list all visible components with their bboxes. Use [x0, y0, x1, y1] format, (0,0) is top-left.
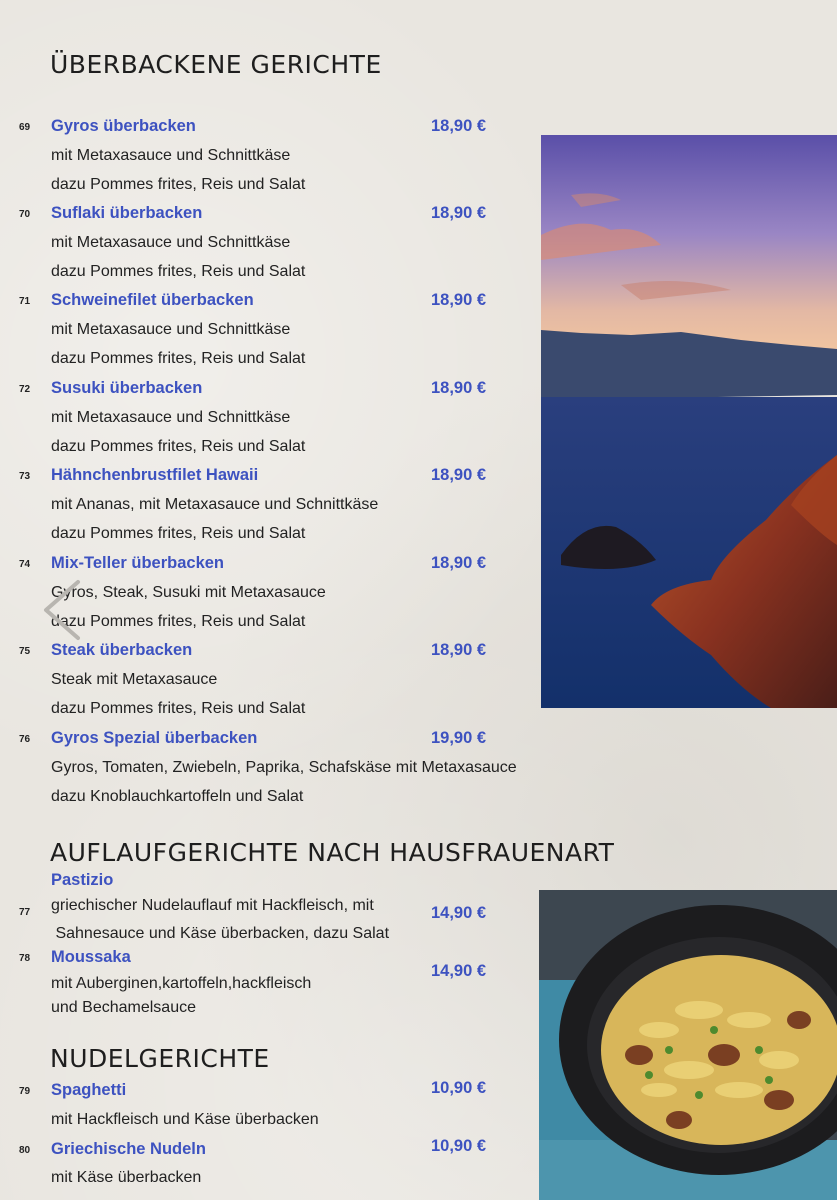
section-title-nudel: NUDELGERICHTE: [50, 1044, 270, 1073]
item-description: dazu Knoblauchkartoffeln und Salat: [51, 788, 304, 805]
item-price: 18,90 €: [431, 379, 487, 397]
item-price: 14,90 €: [431, 962, 487, 980]
item-price: 18,90 €: [431, 291, 487, 309]
item-description: dazu Pommes frites, Reis und Salat: [51, 263, 306, 280]
item-name: Spaghetti: [51, 1081, 127, 1099]
item-description: Steak mit Metaxasauce: [51, 671, 218, 688]
item-number: 74: [19, 559, 31, 570]
santorini-photo: [541, 135, 837, 708]
item-description: mit Metaxasauce und Schnittkäse: [51, 321, 291, 338]
item-description: dazu Pommes frites, Reis und Salat: [51, 176, 306, 193]
item-name: Moussaka: [51, 948, 131, 966]
item-description: dazu Pommes frites, Reis und Salat: [51, 525, 306, 542]
item-name: Griechische Nudeln: [51, 1140, 206, 1158]
item-number: 80: [19, 1145, 31, 1156]
item-name: Gyros überbacken: [51, 117, 196, 135]
item-name: Pastizio: [51, 871, 114, 889]
item-description: mit Auberginen,kartoffeln,hackfleisch: [51, 975, 312, 992]
item-description: Gyros, Tomaten, Zwiebeln, Paprika, Schafskäse mit Metaxasauce: [51, 759, 517, 776]
item-name: Gyros Spezial überbacken: [51, 729, 258, 747]
item-number: 70: [19, 209, 31, 220]
item-description: mit Käse überbacken: [51, 1169, 202, 1186]
item-number: 76: [19, 734, 31, 745]
item-number: 69: [19, 122, 31, 133]
item-price: 18,90 €: [431, 204, 487, 222]
item-description: mit Metaxasauce und Schnittkäse: [51, 147, 291, 164]
item-description: Gyros, Steak, Susuki mit Metaxasauce: [51, 584, 326, 601]
item-name: Susuki überbacken: [51, 379, 203, 397]
item-description: mit Metaxasauce und Schnittkäse: [51, 409, 291, 426]
item-name: Schweinefilet überbacken: [51, 291, 254, 309]
item-description: mit Ananas, mit Metaxasauce und Schnittkäse: [51, 496, 379, 513]
item-description: mit Hackfleisch und Käse überbacken: [51, 1111, 319, 1128]
item-description: dazu Pommes frites, Reis und Salat: [51, 350, 306, 367]
item-name: Mix-Teller überbacken: [51, 554, 225, 572]
item-number: 78: [19, 953, 31, 964]
item-price: 18,90 €: [431, 641, 487, 659]
item-name: Hähnchenbrustfilet Hawaii: [51, 466, 259, 484]
item-number: 72: [19, 384, 31, 395]
item-description: dazu Pommes frites, Reis und Salat: [51, 438, 306, 455]
item-name: Suflaki überbacken: [51, 204, 203, 222]
item-number: 79: [19, 1086, 31, 1097]
item-description: Sahnesauce und Käse überbacken, dazu Salat: [51, 925, 390, 942]
item-number: 75: [19, 646, 31, 657]
section-title-auflauf: AUFLAUFGERICHTE NACH HAUSFRAUENART: [50, 838, 615, 867]
item-description: dazu Pommes frites, Reis und Salat: [51, 700, 306, 717]
item-description: dazu Pommes frites, Reis und Salat: [51, 613, 306, 630]
item-price: 14,90 €: [431, 904, 487, 922]
item-description: und Bechamelsauce: [51, 999, 196, 1016]
section-title-ueberbackene: ÜBERBACKENE GERICHTE: [50, 50, 382, 79]
item-price: 10,90 €: [431, 1137, 487, 1155]
pasta-dish-photo: [539, 890, 837, 1200]
item-description: mit Metaxasauce und Schnittkäse: [51, 234, 291, 251]
item-price: 18,90 €: [431, 117, 487, 135]
item-price: 18,90 €: [431, 466, 487, 484]
item-price: 18,90 €: [431, 554, 487, 572]
item-number: 77: [19, 907, 31, 918]
item-price: 10,90 €: [431, 1079, 487, 1097]
item-number: 71: [19, 296, 31, 307]
chevron-left-icon: [40, 578, 84, 642]
item-name: Steak überbacken: [51, 641, 193, 659]
item-description: griechischer Nudelauflauf mit Hackfleisch, mit: [51, 897, 374, 914]
previous-page-button[interactable]: [40, 578, 84, 642]
item-price: 19,90 €: [431, 729, 487, 747]
item-number: 73: [19, 471, 31, 482]
